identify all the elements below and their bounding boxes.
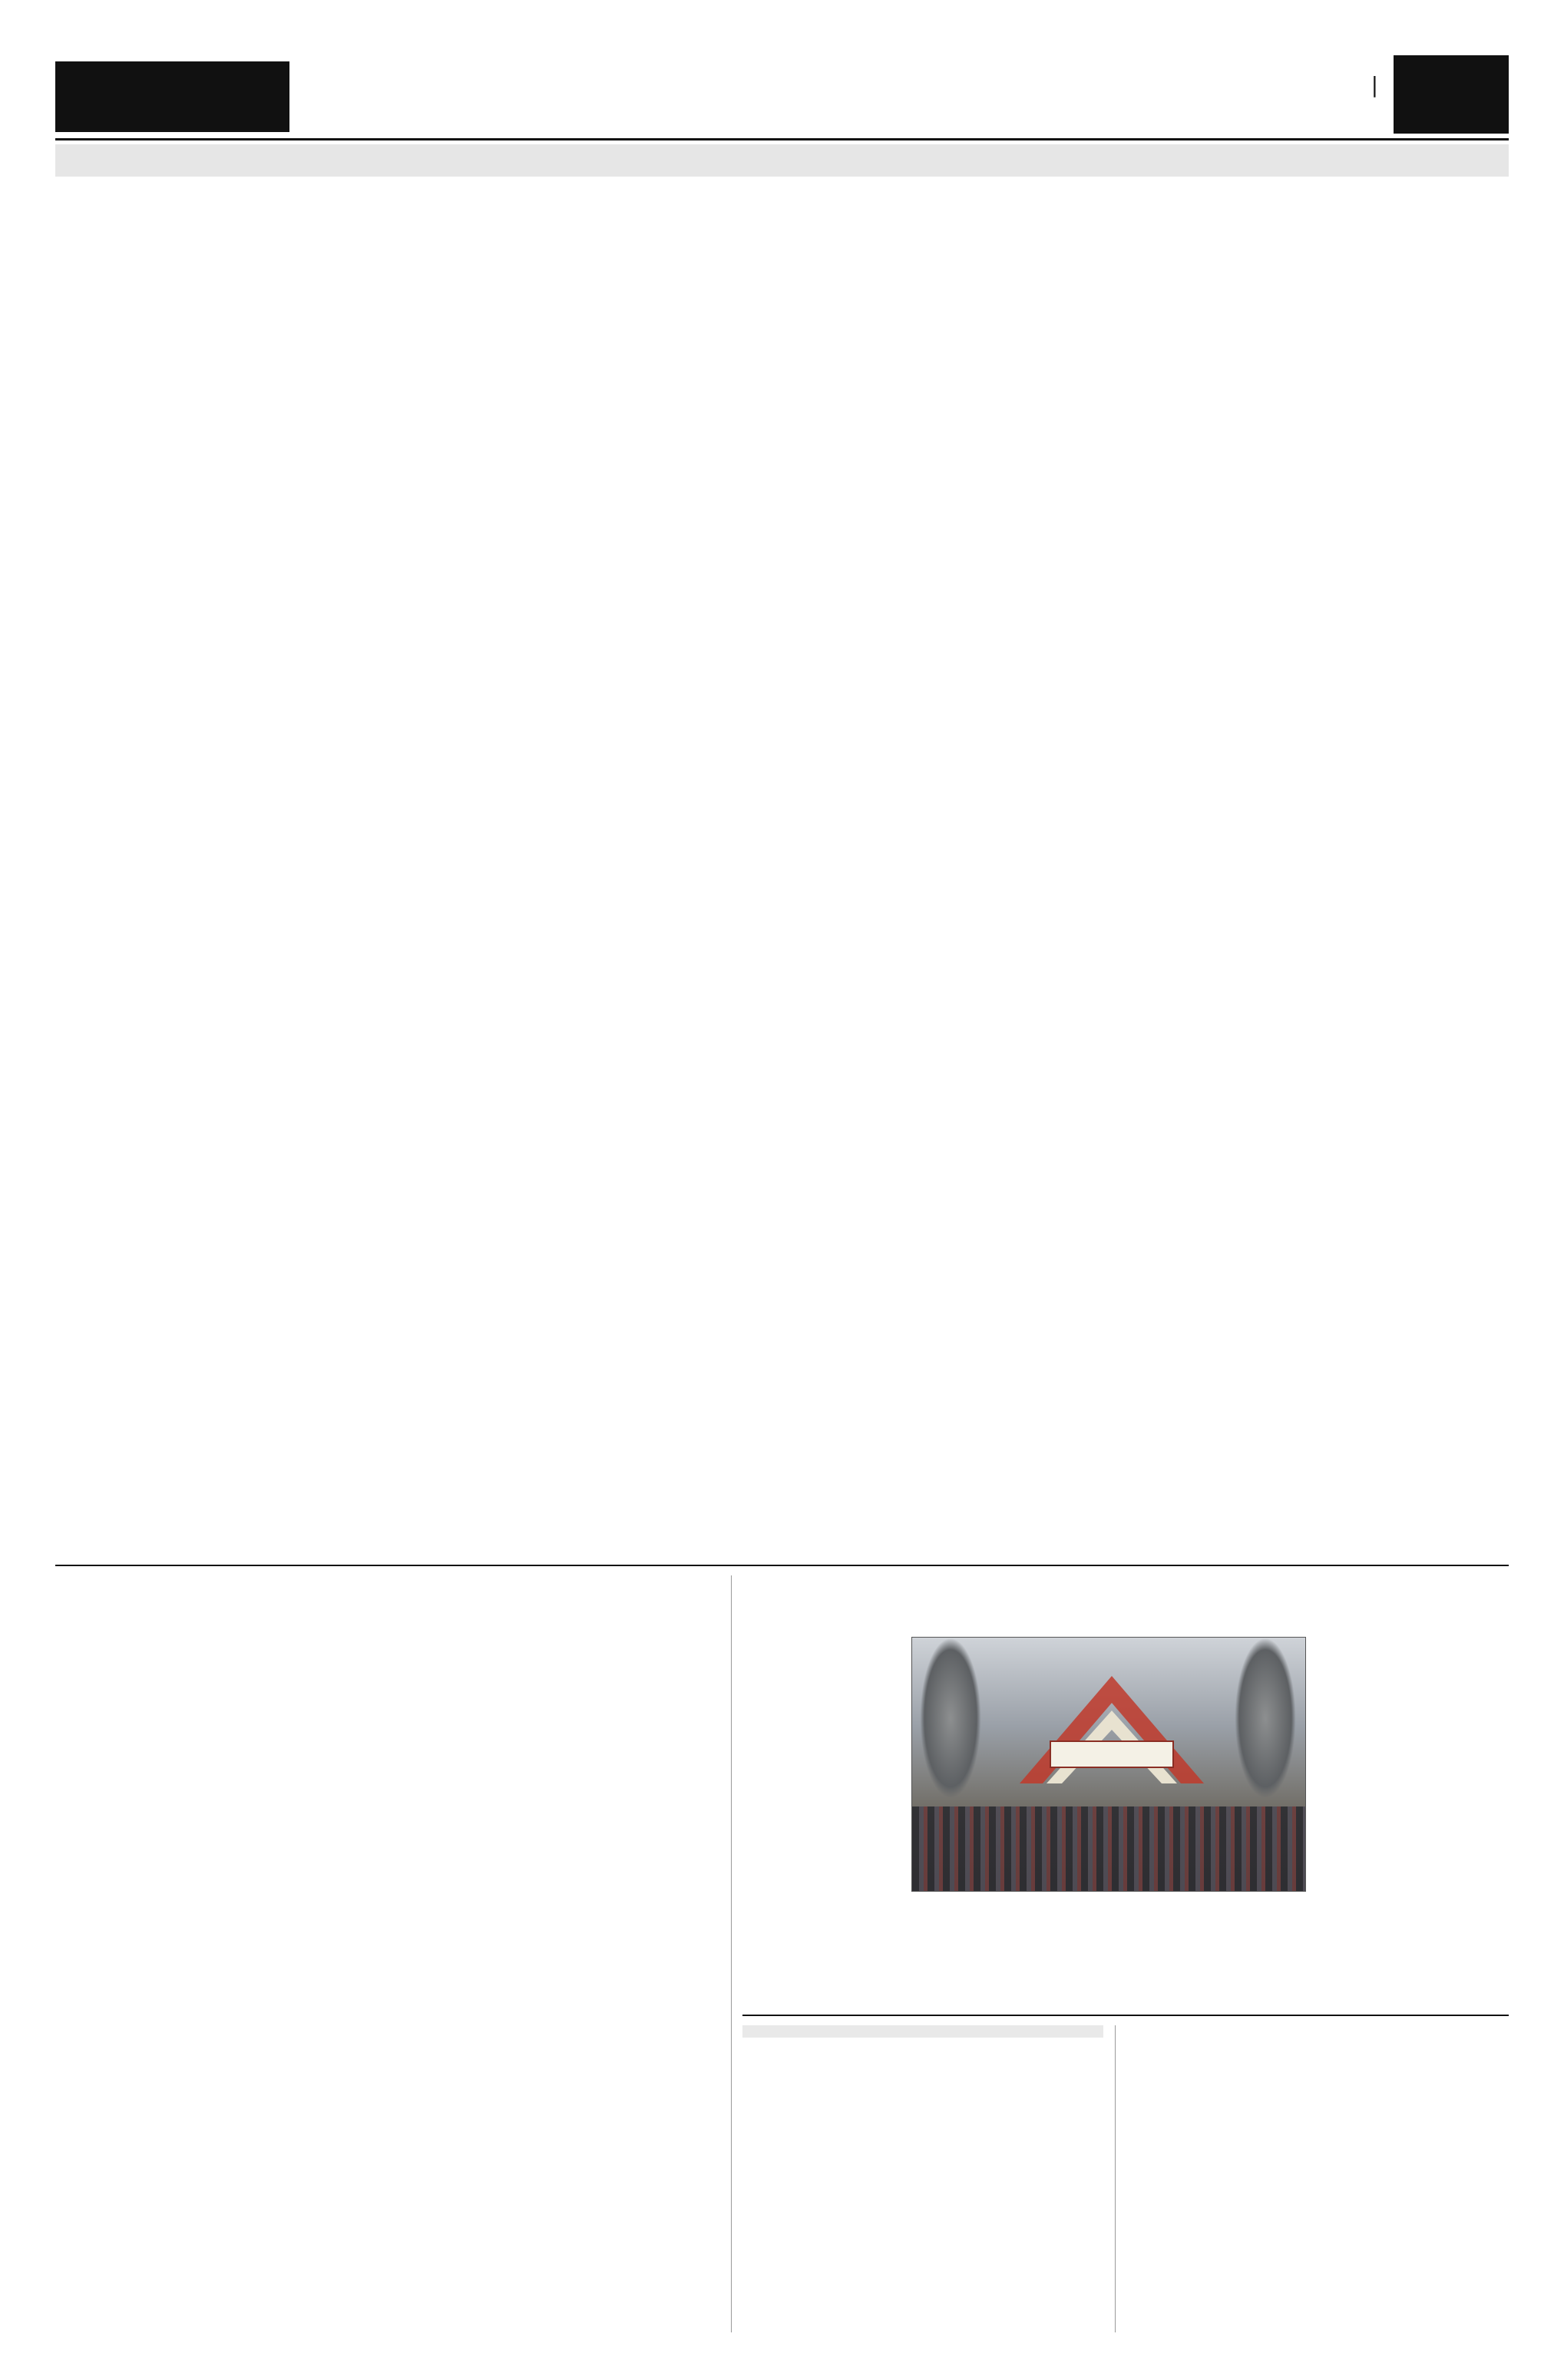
rally-arch-graphic bbox=[1004, 1668, 1219, 1783]
story-headline bbox=[742, 2025, 1103, 2038]
column-rule bbox=[1115, 2025, 1116, 2332]
section-divider bbox=[742, 2015, 1509, 2016]
story-column bbox=[395, 1589, 720, 2173]
page-number bbox=[1394, 55, 1509, 134]
bottom-stories bbox=[55, 1575, 1509, 2332]
masthead-rule bbox=[55, 138, 1509, 140]
section-divider bbox=[55, 1565, 1509, 1566]
section-strap bbox=[55, 144, 1509, 177]
story-column bbox=[55, 1589, 380, 2173]
front-page-continuations bbox=[55, 184, 1509, 1559]
story-dc-banks bbox=[55, 1575, 719, 2332]
story-dagger-division bbox=[742, 1575, 1509, 2005]
story-nowgam-water bbox=[1126, 2025, 1509, 2332]
masthead bbox=[55, 55, 1509, 140]
dateline: | bbox=[1371, 72, 1378, 98]
story-cisf bbox=[742, 2025, 1103, 2332]
masthead-logo bbox=[55, 61, 289, 132]
column-rule bbox=[731, 1575, 732, 2332]
newspaper-page bbox=[55, 55, 1509, 2332]
rally-photo bbox=[911, 1637, 1306, 1892]
